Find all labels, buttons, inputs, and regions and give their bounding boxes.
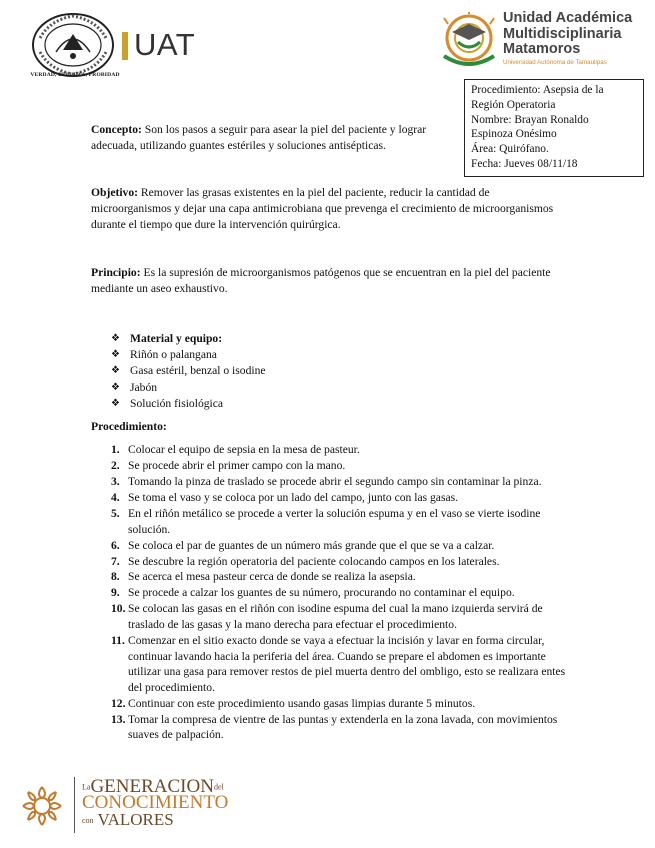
footer-divider <box>74 777 75 833</box>
list-item <box>111 380 531 396</box>
objetivo-label: Objetivo: <box>91 186 139 199</box>
list-item <box>111 538 566 554</box>
concepto-text-1: Son los pasos a seguir para asear la piel del paciente y lograr <box>144 123 427 136</box>
unit-subtitle: Universidad Autónoma de Tamaulipas <box>503 59 607 66</box>
list-item <box>111 396 531 412</box>
list-item <box>111 363 531 379</box>
info-line-area: Área: Quirófano. <box>471 143 549 156</box>
list-item <box>111 601 566 632</box>
uat-seal-logo <box>30 12 116 78</box>
list-item <box>111 569 566 585</box>
list-item <box>111 554 566 570</box>
step-text: Se coloca el par de guantes de un número más grande que el que se va a calzar. <box>128 538 495 552</box>
step-text: Comenzar en el sitio exacto donde se vaya a efectuar la incisión y lavar en forma circular, continuar lavando hacia la periferia del área. Cuando se prepare el abdomen es importante utilizar una gasa para remover restos de piel muerta dentro del ombligo, esto se realizara entes del procedimiento. <box>128 634 566 694</box>
ornament-icon <box>18 783 66 829</box>
step-text: En el riñón metálico se procede a verter la solución espuma y en el vaso se vierte isodine solución. <box>128 506 541 536</box>
footer-la: La <box>82 782 91 792</box>
material-heading: Material y equipo: <box>130 332 223 345</box>
info-line-region: Región Operatoria <box>471 98 556 111</box>
step-number: 8. <box>111 570 120 584</box>
step-number: 12. <box>111 696 126 710</box>
uat-wordmark: UAT <box>134 27 196 62</box>
step-text: Se toma el vaso y se coloca por un lado del campo, junto con las gasas. <box>128 490 459 504</box>
uat-bar-mark <box>122 32 128 60</box>
info-line-procedimiento: Procedimiento: Asepsia de la <box>471 84 604 96</box>
info-line-apellido: Espinoza Onésimo <box>471 128 557 141</box>
step-text: Se acerca el mesa pasteur cerca de donde se realiza la asepsia. <box>128 570 416 584</box>
objetivo-text: Remover las grasas existentes en la piel del paciente, reducir la cantidad de microorganismos y dejar una capa antimicrobiana que prevenga el crecimiento de microorganismos durante el tiempo que dure la intervención quirúrgica. <box>91 186 554 231</box>
step-text: Se procede abrir el primer campo con la mano. <box>128 458 346 472</box>
step-number: 11. <box>111 634 125 648</box>
unit-title-line-1: Unidad Académica <box>503 10 633 26</box>
material-item-text: Gasa estéril, benzal o isodine <box>130 364 266 378</box>
footer-conocimiento: CONOCIMIENTO <box>82 792 229 813</box>
step-number: 6. <box>111 538 120 552</box>
material-heading-item <box>111 331 531 347</box>
list-item <box>111 490 566 506</box>
concepto-line-1 <box>91 122 463 138</box>
procedure-steps-list <box>111 442 566 743</box>
step-text: Se colocan las gasas en el riñón con isodine espuma del cual la mano izquierda servirá de traslado de las gasas y la mano derecha para efectuar el procedimiento. <box>128 602 543 632</box>
list-item <box>111 458 566 474</box>
diamond-bullet-icon: ❖ <box>111 349 120 361</box>
material-list <box>111 331 531 412</box>
unit-title <box>503 11 653 58</box>
step-number: 3. <box>111 474 120 488</box>
uat-brand <box>120 28 210 62</box>
footer-generacion-logo <box>18 775 229 835</box>
principio-paragraph <box>91 265 561 297</box>
step-text: Tomar la compresa de vientre de las puntas y extenderla en la zona lavada, con movimientos suaves de palpación. <box>128 712 558 742</box>
step-number: 1. <box>111 443 120 456</box>
step-text: Se descubre la región operatoria del paciente colocando campos en los laterales. <box>128 554 500 568</box>
material-item-text: Jabón <box>130 380 158 394</box>
list-item <box>111 442 566 458</box>
list-item <box>111 696 566 712</box>
step-text: Continuar con este procedimiento usando gasas limpias durante 5 minutos. <box>128 696 476 710</box>
diamond-bullet-icon: ❖ <box>111 365 120 377</box>
list-item <box>111 585 566 601</box>
footer-generacion: GENERACION <box>90 776 214 797</box>
procedimiento-heading: Procedimiento: <box>91 420 167 433</box>
step-number: 4. <box>111 490 120 504</box>
step-number: 2. <box>111 458 120 472</box>
list-item <box>111 633 566 695</box>
seal-motto: VERDAD, BELLEZA, PROBIDAD <box>30 72 120 78</box>
step-number: 5. <box>111 506 120 520</box>
diamond-bullet-icon: ❖ <box>111 333 120 344</box>
concepto-label: Concepto: <box>91 123 142 136</box>
material-item-text: Solución fisiológica <box>130 396 224 410</box>
diamond-bullet-icon: ❖ <box>111 397 120 409</box>
info-line-fecha: Fecha: Jueves 08/11/18 <box>471 157 578 170</box>
concepto-text-2: adecuada, utilizando guantes estériles y soluciones antisépticas. <box>91 139 386 152</box>
step-number: 9. <box>111 586 120 600</box>
footer-line-3 <box>82 811 174 830</box>
procedure-info-box <box>464 79 644 177</box>
unit-title-line-3: Matamoros <box>503 41 581 57</box>
principio-label: Principio: <box>91 266 141 279</box>
list-item <box>111 712 566 743</box>
footer-del: del <box>213 782 224 792</box>
step-text: Se procede a calzar los guantes de su número, procurando no contaminar el equipo. <box>128 586 515 600</box>
step-number: 7. <box>111 554 120 568</box>
concepto-paragraph <box>91 122 463 154</box>
diamond-bullet-icon: ❖ <box>111 381 120 393</box>
unit-emblem-logo <box>438 12 500 68</box>
list-item <box>111 506 566 537</box>
step-number: 10. <box>111 602 126 616</box>
info-line-nombre: Nombre: Brayan Ronaldo <box>471 113 589 126</box>
principio-text: Es la supresión de microorganismos patógenos que se encuentran en la piel del paciente mediante un aseo exhaustivo. <box>91 266 551 295</box>
step-number: 13. <box>111 712 126 726</box>
step-text: Colocar el equipo de sepsia en la mesa de pasteur. <box>128 443 360 456</box>
list-item <box>111 347 531 363</box>
footer-con: con <box>82 816 94 826</box>
unit-title-line-2: Multidisciplinaria <box>503 25 622 42</box>
footer-valores: VALORES <box>97 810 174 829</box>
list-item <box>111 474 566 490</box>
material-item-text: Riñón o palangana <box>130 348 217 362</box>
step-text: Tomando la pinza de traslado se procede abrir el segundo campo sin contaminar la pinza. <box>128 474 542 488</box>
objetivo-paragraph <box>91 185 561 233</box>
